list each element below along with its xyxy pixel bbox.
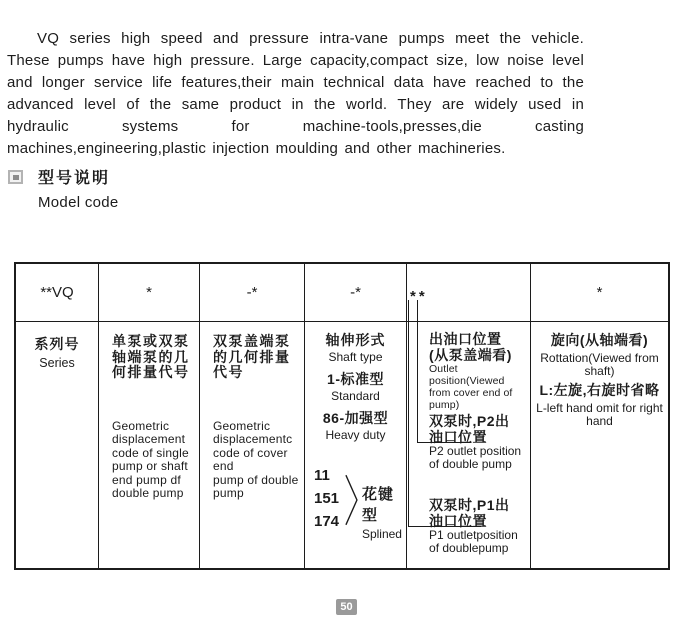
- disp-single-zh-line: 何排量代号: [112, 364, 190, 380]
- shaft-standard-en: Standard: [331, 389, 380, 403]
- outlet-title-zh2: (从泵盖端看): [429, 347, 512, 363]
- brace-icon: [345, 469, 360, 531]
- disp-single-zh-line: 单泵或双泵: [112, 333, 190, 349]
- spline-code: 11: [314, 467, 330, 484]
- outlet-p1-zh2: 油口位置: [429, 513, 488, 529]
- section-bullet-inner-icon: [13, 175, 19, 180]
- table-column-displacement-cover: [200, 264, 305, 568]
- outlet-p1-zh: 双泵时,P1出: [429, 497, 510, 513]
- disp-single-en-line: double pump: [112, 486, 184, 500]
- table-column-outlet-position: [407, 264, 531, 568]
- series-label-zh: 系列号: [34, 336, 80, 352]
- spline-label: [362, 483, 406, 541]
- header-displacement-cover-code: -*: [200, 264, 304, 322]
- rotation-left-en: L-left hand omit for right hand: [536, 401, 663, 428]
- outlet-p2-en2: of double pump: [429, 456, 512, 471]
- section-titles: [38, 165, 119, 211]
- outlet-title-zh: 出油口位置: [429, 331, 502, 347]
- disp-cover-zh-line: 的几何排量: [213, 348, 291, 365]
- outlet-title-en: Outlet position(Viewed: [429, 363, 505, 387]
- disp-cover-en-line: pump: [213, 486, 244, 500]
- header-outlet-code: [407, 264, 530, 322]
- spline-code: 174: [314, 513, 340, 530]
- disp-cover-en-line: displacementc: [213, 432, 293, 446]
- rotation-title-en: Rottation(Viewed from shaft): [540, 351, 659, 378]
- outlet-p2-en: P2 outlet position: [429, 444, 522, 458]
- cell-series: [16, 322, 98, 568]
- outlet-title-en2: from cover end of pump): [429, 387, 513, 411]
- disp-single-zh-line: 轴端泵的几: [112, 348, 190, 365]
- shaft-heavy-zh: 86-加强型: [322, 410, 389, 426]
- section-title-en: Model code: [38, 194, 119, 211]
- section-header: [8, 165, 119, 211]
- disp-single-en-line: end pump df: [112, 472, 181, 487]
- disp-cover-en-block: [213, 420, 304, 501]
- header-series-code: **VQ: [16, 264, 98, 322]
- series-label-en: Series: [39, 356, 75, 370]
- disp-cover-zh-line: 代号: [213, 364, 244, 380]
- disp-single-en-line: code of single: [112, 445, 189, 460]
- cell-outlet-position: [407, 322, 530, 568]
- disp-cover-en-line: code of cover end: [213, 445, 288, 473]
- cell-displacement-single: [99, 322, 199, 568]
- section-title-zh: 型号说明: [38, 170, 111, 187]
- rotation-title-zh: 旋向(从轴端看): [550, 332, 649, 348]
- disp-single-en-line: pump or shaft: [112, 459, 188, 473]
- spline-code: 151: [314, 490, 340, 507]
- disp-single-en-line: Geometric: [112, 418, 170, 433]
- table-column-rotation: [531, 264, 668, 568]
- spline-codes-list: [314, 464, 345, 541]
- shaft-heavy-en: Heavy duty: [325, 428, 386, 442]
- disp-cover-en-line: Geometric: [213, 418, 271, 433]
- table-column-series: [16, 264, 99, 568]
- disp-single-en-block: [112, 420, 199, 501]
- header-displacement-single-code: *: [99, 264, 199, 322]
- cell-displacement-cover: [200, 322, 304, 568]
- disp-cover-zh-line: 双泵盖端泵: [213, 333, 291, 349]
- shaft-title-en: Shaft type: [328, 350, 383, 364]
- disp-single-en-line: displacement: [112, 432, 186, 446]
- connector-line-p2-vertical: [417, 300, 418, 442]
- table-column-shaft-type: [305, 264, 407, 568]
- connector-line-p1-vertical: [408, 300, 409, 526]
- outlet-p2-zh: 双泵时,P2出: [429, 413, 510, 429]
- spline-label-en: Splined: [361, 527, 402, 541]
- outlet-p2-zh2: 油口位置: [429, 429, 488, 445]
- rotation-left-zh: L:左旋,右旋时省略: [539, 382, 660, 398]
- header-rotation-code: *: [531, 264, 668, 322]
- section-bullet-icon: [8, 170, 23, 184]
- outlet-code-stars: **: [410, 288, 428, 305]
- connector-line-p1-horizontal: [408, 526, 481, 527]
- page-number-badge: 50: [336, 599, 357, 615]
- disp-cover-en-line: pump of double: [213, 472, 299, 487]
- spline-label-zh: 花键型: [361, 486, 394, 524]
- header-shaft-code: -*: [305, 264, 406, 322]
- table-column-displacement-single: [99, 264, 200, 568]
- cell-shaft-type: [305, 322, 406, 568]
- shaft-standard-zh: 1-标准型: [327, 371, 384, 387]
- outlet-p1-en2: of doublepump: [429, 540, 509, 555]
- model-code-table: [14, 262, 670, 570]
- spline-codes-group: [305, 464, 406, 541]
- intro-paragraph: VQ series high speed and pressure intra-vane pumps meet the vehicle. These pumps have high pressure. Large capacity,compact size, low noise level and longer service life features,their main technical data have reached to the advanced level of the same product in the world. They are widely used in hydraulic systems for machine-tools,presses,die casting machines,engineering,plastic injection moulding and other machineries.: [7, 30, 584, 157]
- shaft-title-zh: 轴伸形式: [325, 332, 386, 348]
- outlet-p1-en: P1 outletposition: [429, 528, 518, 542]
- cell-rotation: [531, 322, 668, 568]
- connector-line-p2-horizontal: [417, 442, 471, 443]
